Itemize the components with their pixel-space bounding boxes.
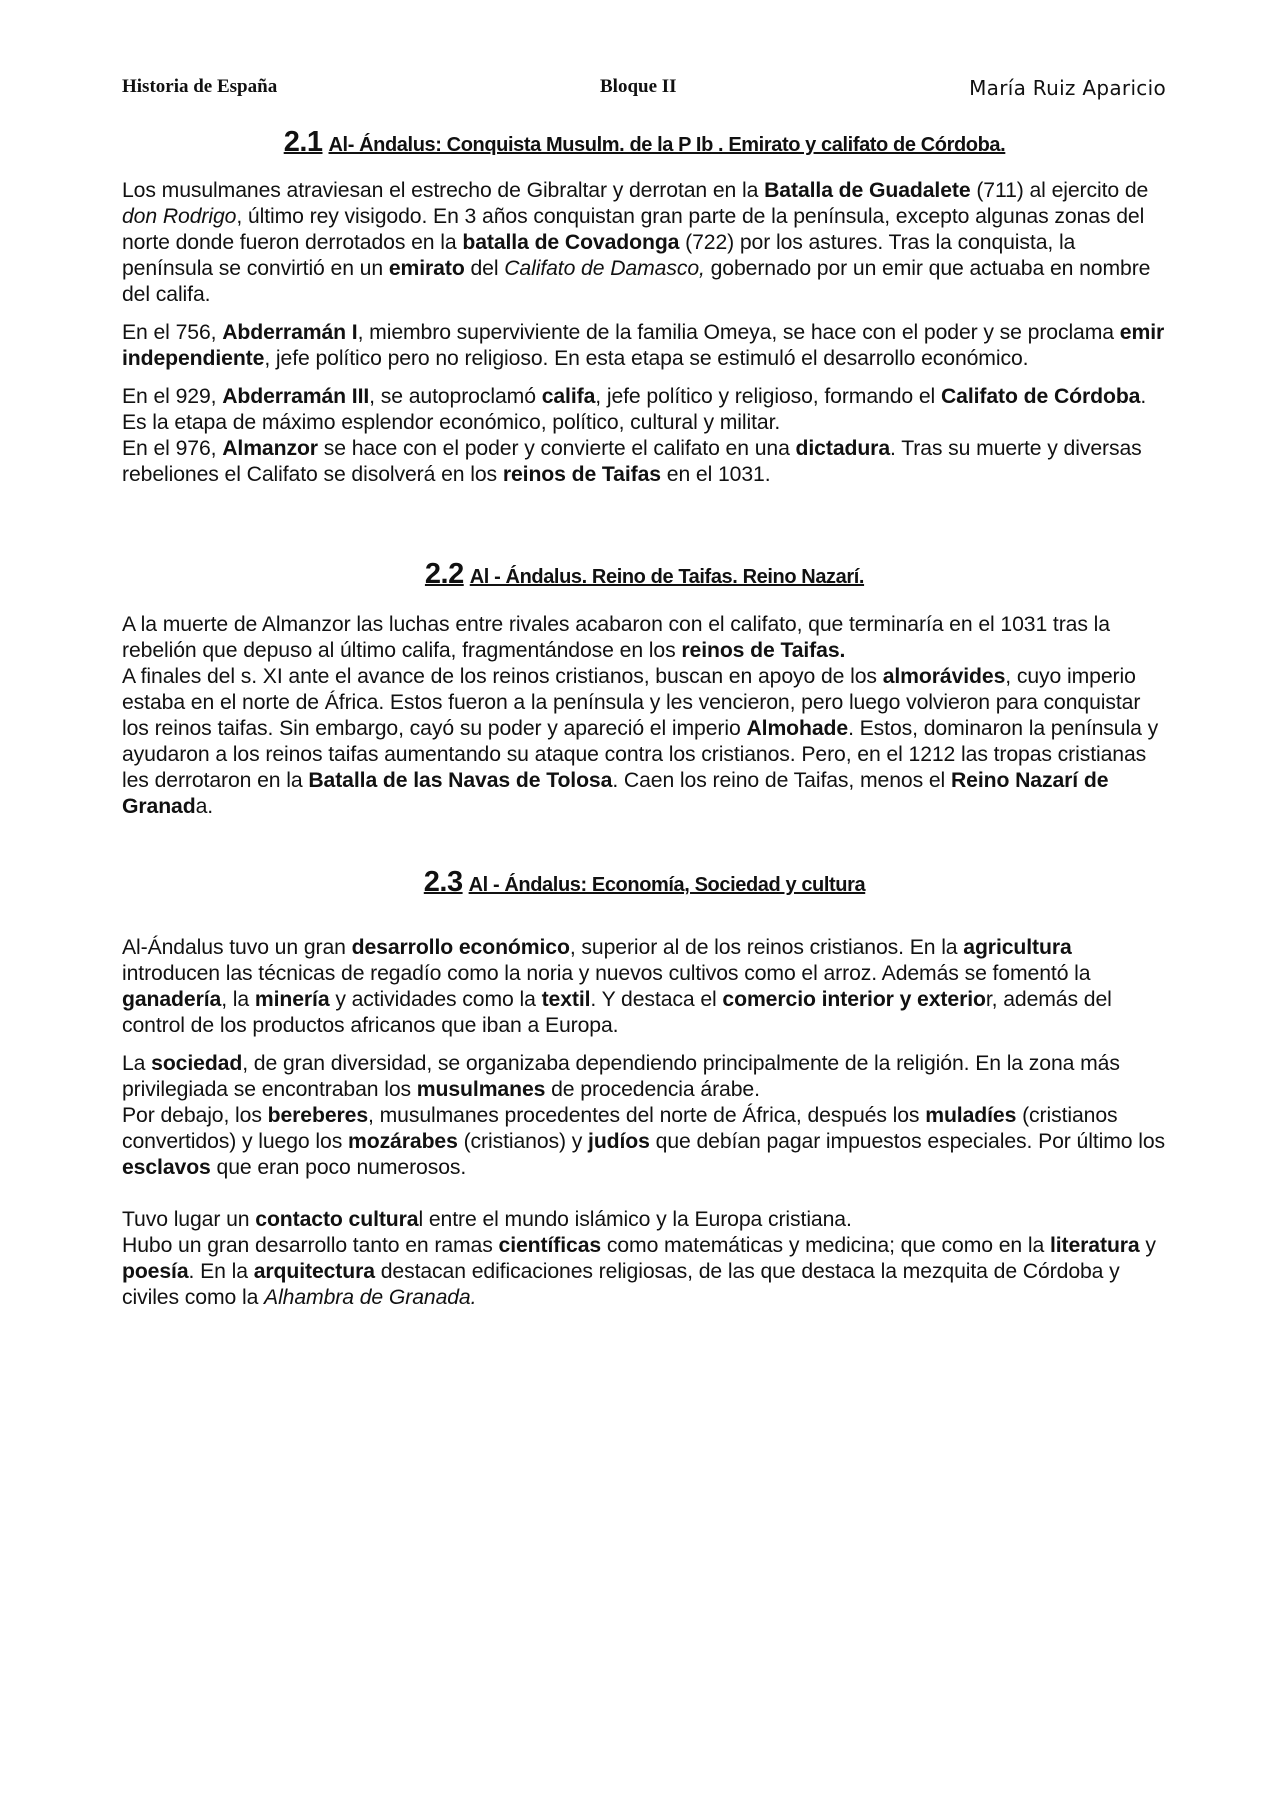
text-run: Los musulmanes atraviesan el estrecho de Gibraltar y derrotan en la	[122, 179, 765, 202]
text-run: Hubo un gran desarrollo tanto en ramas	[122, 1234, 499, 1257]
bold-term: poesía	[122, 1260, 189, 1283]
text-run: Por debajo, los	[122, 1104, 268, 1127]
bold-term: sociedad	[151, 1052, 243, 1075]
text-run: (722) por los astures. Tras la conquista, la península se convirtió en un	[122, 231, 1076, 280]
text-run: (cristianos) y	[457, 1130, 589, 1153]
text-run: . Y destaca el	[590, 988, 723, 1011]
bold-term: muladíes	[925, 1104, 1017, 1127]
paragraph	[122, 178, 1167, 308]
text-run: (711) al ejercito de	[970, 179, 1149, 202]
text-run: En el 929,	[122, 385, 223, 408]
text-run: . Caen los reino de Taifas, menos el	[612, 769, 951, 792]
bold-term: batalla de Covadonga	[462, 231, 680, 254]
bold-term: almorávides	[882, 665, 1006, 688]
text-run: que eran poco numerosos.	[210, 1156, 467, 1179]
bold-term: Almohade	[746, 717, 849, 740]
paragraph	[122, 320, 1167, 372]
text-run: del	[464, 257, 505, 280]
paragraph	[122, 1051, 1167, 1103]
text-run: a.	[195, 795, 214, 818]
text-run: en el 1031.	[660, 463, 771, 486]
text-run: l entre el mundo islámico y la Europa cristiana.	[418, 1208, 852, 1231]
text-run: . Tras su muerte y diversas rebeliones el Califato se disolverá en los	[122, 437, 1142, 486]
bold-term: textil	[541, 988, 591, 1011]
header-subject: Historia de España	[122, 76, 278, 97]
bold-term: literatura	[1049, 1234, 1140, 1257]
bold-term: Batalla de las Navas de Tolosa	[308, 769, 613, 792]
text-run: de procedencia árabe.	[545, 1078, 760, 1101]
section-2-3	[122, 866, 1167, 899]
section-heading-text: Al - Ándalus: Economía, Sociedad y cultura	[468, 874, 866, 896]
bold-term: bereberes	[267, 1104, 369, 1127]
bold-term: Reino Nazarí de Granad	[122, 769, 1109, 818]
text-run: gobernado por un emir que actuaba en nombre del califa.	[122, 257, 1151, 306]
bold-term: minería	[254, 988, 330, 1011]
section-number: 2.2	[424, 558, 464, 590]
section-heading	[122, 866, 1167, 899]
text-run: . En la	[188, 1260, 254, 1283]
text-run: como matemáticas y medicina; que como en la	[601, 1234, 1050, 1257]
bold-term: Almanzor	[222, 437, 318, 460]
bold-term: arquitectura	[253, 1260, 375, 1283]
bold-term: emirato	[388, 257, 465, 280]
text-run: . Es la etapa de máximo esplendor económico, político, cultural y militar.	[122, 385, 1147, 434]
text-run: , superior al de los reinos cristianos. En la	[569, 936, 964, 959]
text-run: , musulmanes procedentes del norte de África, después los	[368, 1104, 926, 1127]
text-run: En el 756,	[122, 321, 223, 344]
bold-term: desarrollo económico	[351, 936, 570, 959]
italic-term: Alhambra de Granada.	[264, 1286, 477, 1309]
text-run: . Estos, dominaron la península y ayudaron a los reinos taifas aumentando su ataque contra los cristianos. Pero, en el 1212 las tropas cristianas les derrotaron en la	[122, 717, 1159, 792]
bold-term: reinos de Taifas.	[681, 639, 846, 662]
paragraph	[122, 1233, 1167, 1311]
section-heading-text: Al- Ándalus: Conquista Musulm. de la P Ib . Emirato y califato de Córdoba.	[328, 134, 1006, 156]
text-run: , se autoproclamó	[369, 385, 542, 408]
italic-term: don Rodrigo	[122, 205, 237, 228]
section-number: 2.1	[283, 126, 323, 158]
bold-term: contacto cultura	[255, 1208, 419, 1231]
bold-term: Califato de Córdoba	[940, 385, 1141, 408]
text-run: , de gran diversidad, se organizaba dependiendo principalmente de la religión. En la zona más privilegiada se encontraban los	[122, 1052, 1120, 1101]
bold-term: comercio interior y exterio	[722, 988, 986, 1011]
paragraph	[122, 436, 1167, 488]
bold-term: califa	[541, 385, 596, 408]
bold-term: Abderramán III	[222, 385, 370, 408]
text-run: y actividades como la	[329, 988, 542, 1011]
text-run: A finales del s. XI ante el avance de los reinos cristianos, buscan en apoyo de los	[122, 665, 883, 688]
text-run: Al-Ándalus tuvo un gran	[122, 936, 352, 959]
bold-term: reinos de Taifas	[502, 463, 661, 486]
section-2-2-body	[122, 612, 1167, 820]
section-number: 2.3	[423, 866, 463, 898]
paragraph	[122, 1103, 1167, 1181]
bold-term: musulmanes	[416, 1078, 546, 1101]
section-heading	[122, 558, 1167, 591]
bold-term: esclavos	[122, 1156, 211, 1179]
text-run: introducen las técnicas de regadío como la noria y nuevos cultivos como el arroz. Además se fomentó la	[122, 962, 1091, 985]
bold-term: Batalla de Guadalete	[764, 179, 971, 202]
text-run: que debían pagar impuestos especiales. Por último los	[649, 1130, 1166, 1153]
text-run: , jefe político pero no religioso. En esta etapa se estimuló el desarrollo económico.	[264, 347, 1029, 370]
text-run: destacan edificaciones religiosas, de las que destaca la mezquita de Córdoba y civiles como la	[122, 1260, 1120, 1309]
paragraph	[122, 1207, 1167, 1233]
text-run: , último rey visigodo. En 3 años conquistan gran parte de la península, excepto algunas zonas del norte donde fueron derrotados en la	[122, 205, 1145, 254]
bold-term: judíos	[588, 1130, 650, 1153]
page-header	[122, 76, 1166, 106]
section-heading-text: Al - Ándalus. Reino de Taifas. Reino Nazarí.	[469, 566, 865, 588]
section-2-3-body	[122, 935, 1167, 1311]
paragraph	[122, 664, 1167, 820]
section-heading	[122, 126, 1167, 159]
text-run: En el 976,	[122, 437, 223, 460]
text-run: (cristianos convertidos) y luego los	[122, 1104, 1118, 1153]
text-run: , la	[221, 988, 255, 1011]
bold-term: científicas	[498, 1234, 602, 1257]
bold-term: agricultura	[963, 936, 1072, 959]
header-author: María Ruiz Aparicio	[969, 76, 1166, 100]
section-2-1-body	[122, 178, 1167, 488]
paragraph	[122, 935, 1167, 1039]
text-run: , cuyo imperio estaba en el norte de África. Estos fueron a la península y les vencieron, pero luego volvieron para conquistar los reinos taifas. Sin embargo, cayó su poder y apareció el imperio	[122, 665, 1141, 740]
italic-term: Califato de Damasco,	[504, 257, 705, 280]
bold-term: Abderramán I	[222, 321, 358, 344]
bold-term: ganadería	[122, 988, 222, 1011]
text-run: La	[122, 1052, 152, 1075]
bold-term: mozárabes	[347, 1130, 458, 1153]
text-run: , miembro superviviente de la familia Omeya, se hace con el poder y se proclama	[357, 321, 1120, 344]
text-run: A la muerte de Almanzor las luchas entre rivales acabaron con el califato, que terminaría en el 1031 tras la rebelión que depuso al último califa, fragmentándose en los	[122, 613, 1110, 662]
bold-term: emir independiente	[122, 321, 1165, 370]
header-block: Bloque II	[600, 76, 677, 97]
text-run: r, además del control de los productos africanos que iban a Europa.	[122, 988, 1112, 1037]
text-run: , jefe político y religioso, formando el	[595, 385, 941, 408]
section-2-1	[122, 126, 1167, 159]
paragraph	[122, 384, 1167, 436]
bold-term: dictadura	[795, 437, 891, 460]
paragraph	[122, 612, 1167, 664]
text-run: y	[1139, 1234, 1156, 1257]
text-run: se hace con el poder y convierte el califato en una	[317, 437, 796, 460]
text-run: Tuvo lugar un	[122, 1208, 256, 1231]
section-2-2	[122, 558, 1167, 591]
